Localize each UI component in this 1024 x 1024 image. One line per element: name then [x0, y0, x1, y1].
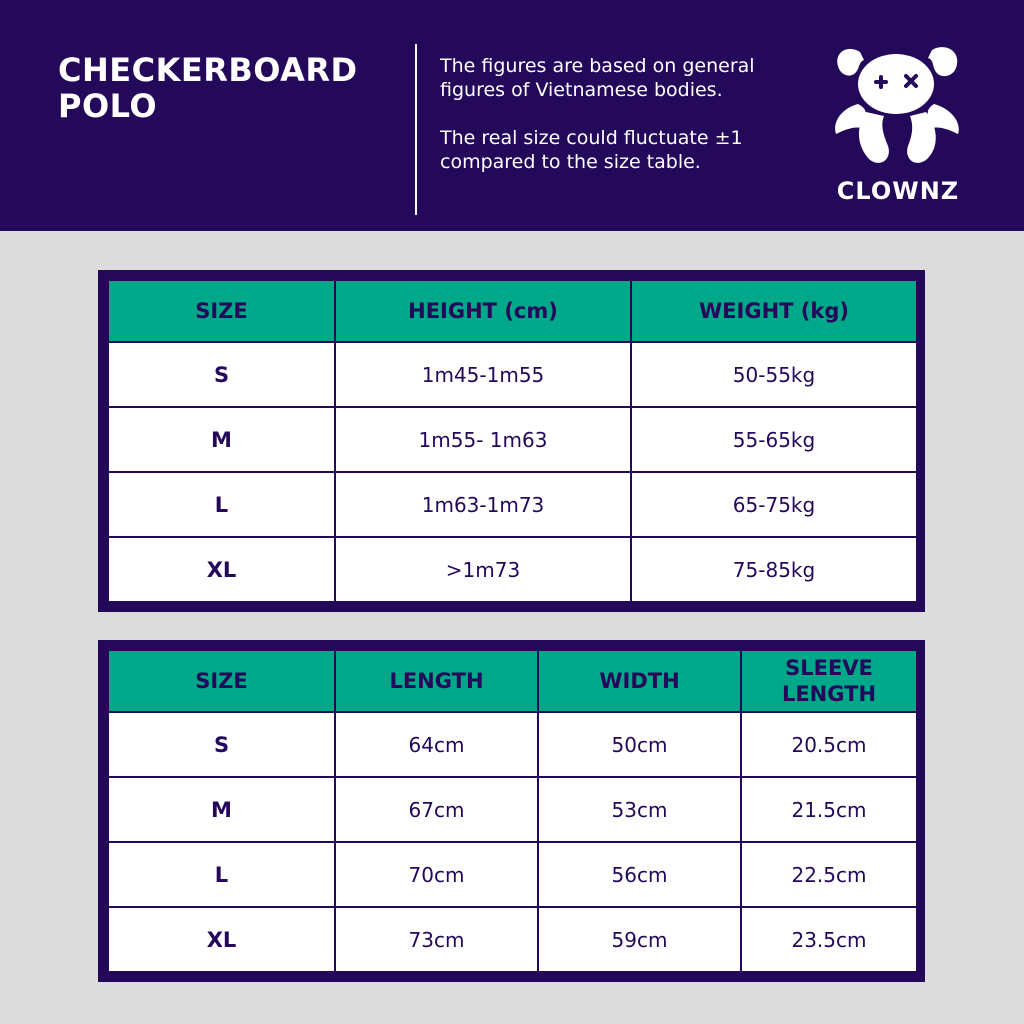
column-header: SIZE	[108, 650, 335, 712]
height-cell: 1m55- 1m63	[335, 407, 631, 472]
clown-mascot-icon	[830, 42, 965, 170]
table-row	[108, 472, 917, 537]
size-cell: M	[108, 777, 335, 842]
height-cell: >1m73	[335, 537, 631, 602]
note-line-1: The figures are based on general figures of Vietnamese bodies.	[440, 55, 755, 101]
length-cell: 67cm	[335, 777, 538, 842]
column-header: WIDTH	[538, 650, 741, 712]
weight-cell: 50-55kg	[631, 342, 917, 407]
length-cell: 64cm	[335, 712, 538, 777]
sleeve-length-cell: 22.5cm	[741, 842, 917, 907]
column-header: SIZE	[108, 280, 335, 342]
width-cell: 59cm	[538, 907, 741, 972]
column-header: WEIGHT (kg)	[631, 280, 917, 342]
weight-cell: 65-75kg	[631, 472, 917, 537]
table-row	[108, 842, 917, 907]
size-cell: L	[108, 472, 335, 537]
page-title	[58, 52, 358, 124]
table-header-row	[108, 650, 917, 712]
header-divider	[415, 44, 417, 215]
size-cell: S	[108, 342, 335, 407]
table-row	[108, 537, 917, 602]
title-line-1: CHECKERBOARD	[58, 51, 358, 89]
height-weight-table-frame	[98, 270, 925, 612]
brand-name: CLOWNZ	[836, 177, 960, 205]
weight-cell: 75-85kg	[631, 537, 917, 602]
size-cell: S	[108, 712, 335, 777]
measurements-table-frame	[98, 640, 925, 982]
size-cell: XL	[108, 537, 335, 602]
width-cell: 50cm	[538, 712, 741, 777]
title-line-2: POLO	[58, 87, 158, 125]
table-header-row	[108, 280, 917, 342]
length-cell: 70cm	[335, 842, 538, 907]
width-cell: 53cm	[538, 777, 741, 842]
size-cell: L	[108, 842, 335, 907]
sleeve-length-cell: 20.5cm	[741, 712, 917, 777]
sleeve-length-cell: 21.5cm	[741, 777, 917, 842]
table-row	[108, 342, 917, 407]
brand-logo	[818, 42, 988, 212]
column-header: LENGTH	[335, 650, 538, 712]
sleeve-length-cell: 23.5cm	[741, 907, 917, 972]
table-row	[108, 712, 917, 777]
width-cell: 56cm	[538, 842, 741, 907]
column-header: HEIGHT (cm)	[335, 280, 631, 342]
table-row	[108, 777, 917, 842]
size-note	[440, 54, 800, 198]
table-row	[108, 907, 917, 972]
height-weight-table	[107, 279, 918, 603]
height-cell: 1m63-1m73	[335, 472, 631, 537]
height-cell: 1m45-1m55	[335, 342, 631, 407]
size-cell: M	[108, 407, 335, 472]
weight-cell: 55-65kg	[631, 407, 917, 472]
length-cell: 73cm	[335, 907, 538, 972]
measurements-table	[107, 649, 918, 973]
note-line-2: The real size could fluctuate ±1 compared to the size table.	[440, 127, 743, 173]
size-cell: XL	[108, 907, 335, 972]
table-row	[108, 407, 917, 472]
header-banner	[0, 0, 1024, 231]
column-header: SLEEVE LENGTH	[741, 650, 917, 712]
